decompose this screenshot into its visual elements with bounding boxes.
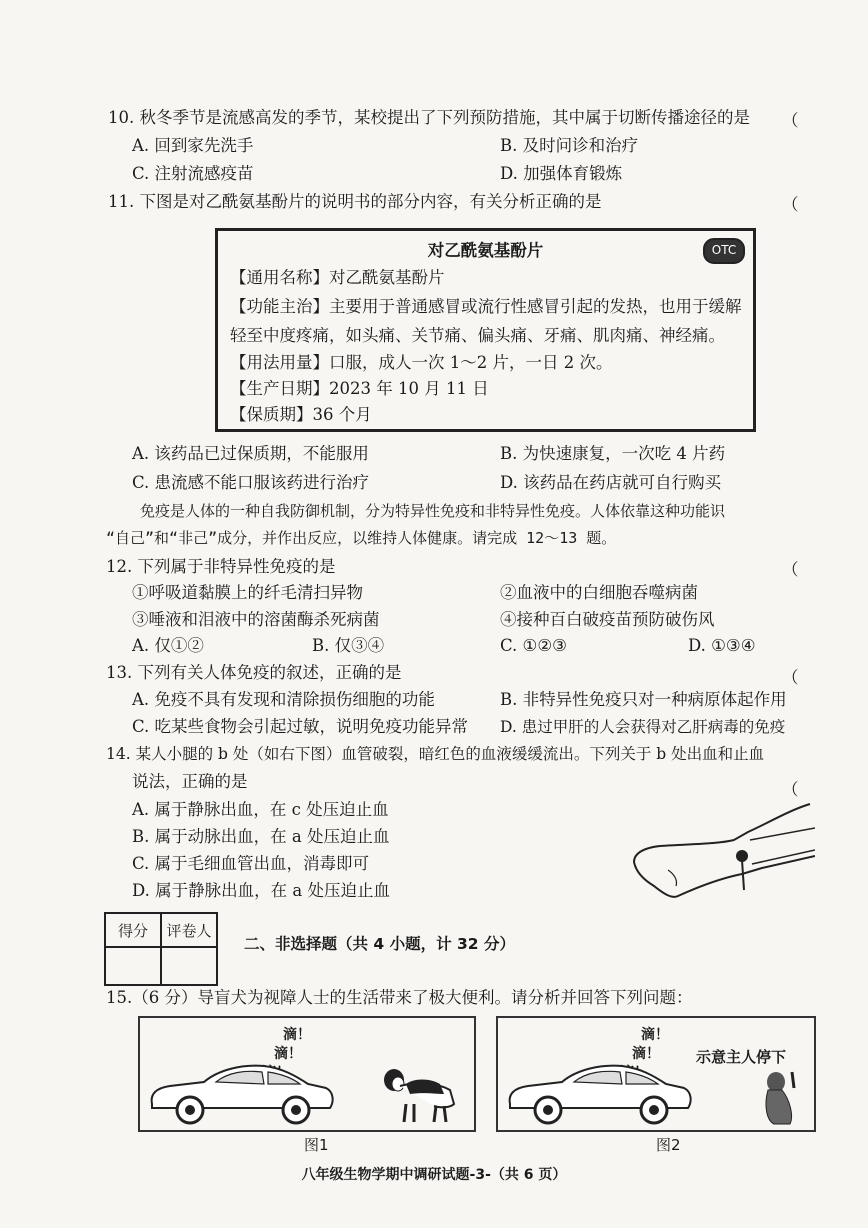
drug-label-box xyxy=(215,228,756,432)
q11-answer-paren: （ xyxy=(782,195,799,214)
q14-stem-line-1: 14. 某人小腿的 b 处（如右下图）血管破裂，暗红色的血液缓缓流出。下列关于 b 处出血和止血 xyxy=(106,745,765,763)
q13-stem: 13. 下列有关人体免疫的叙述，正确的是 xyxy=(106,663,402,682)
q14-option-b: B. 属于动脉出血，在 a 处压迫止血 xyxy=(132,827,390,846)
stop-signal-text: 示意主人停下 xyxy=(696,1048,787,1066)
beep-text-1: 滴！ xyxy=(283,1027,311,1043)
score-cell xyxy=(105,947,161,985)
q12-option-c: C. ①②③ xyxy=(500,636,567,655)
q11-stem: 11. 下图是对乙酰氨基酚片的说明书的部分内容，有关分析正确的是 xyxy=(108,192,602,211)
car-icon xyxy=(146,1060,336,1128)
drug-label-function-1: 【功能主治】主要用于普通感冒或流行性感冒引起的发热，也用于缓解 xyxy=(230,297,742,316)
q10-answer-paren: （ xyxy=(782,111,799,130)
q10-option-a: A. 回到家先洗手 xyxy=(132,136,254,155)
immunity-intro-line-2: “自己”和“非己”成分，并作出反应，以维持人体健康。请完成 12～13 题。 xyxy=(106,529,617,547)
drug-label-date: 【生产日期】2023 年 10 月 11 日 xyxy=(230,379,489,398)
q15-stem: 15.（6 分）导盲犬为视障人士的生活带来了极大便利。请分析并回答下列问题： xyxy=(106,988,693,1007)
figure-2-caption: 图2 xyxy=(656,1136,681,1154)
beep-text-4: 滴！ xyxy=(641,1027,669,1043)
q12-item-2: ②血液中的白细胞吞噬病菌 xyxy=(500,583,698,602)
q14-option-c: C. 属于毛细血管出血，消毒即可 xyxy=(132,854,370,873)
q10-option-c: C. 注射流感疫苗 xyxy=(132,164,254,183)
grader-header: 评卷人 xyxy=(161,913,217,947)
q12-answer-paren: （ xyxy=(782,560,799,579)
q12-stem: 12. 下列属于非特异性免疫的是 xyxy=(106,557,336,576)
q12-item-4: ④接种百白破疫苗预防破伤风 xyxy=(500,610,715,629)
q14-answer-paren: （ xyxy=(782,780,799,799)
q12-option-b: B. 仅③④ xyxy=(312,636,385,655)
sitting-dog-icon xyxy=(760,1070,800,1126)
otc-badge: OTC xyxy=(703,238,745,264)
q14-stem-line-2: 说法，正确的是 xyxy=(132,772,248,791)
q12-option-d: D. ①③④ xyxy=(688,636,756,655)
figure-1-panel xyxy=(138,1016,476,1132)
q11-option-d: D. 该药品在药店就可自行购买 xyxy=(500,473,722,492)
q13-answer-paren: （ xyxy=(782,668,799,687)
grader-cell xyxy=(161,947,217,985)
q11-option-a: A. 该药品已过保质期，不能服用 xyxy=(132,444,369,463)
page-footer: 八年级生物学期中调研试题-3-（共 6 页） xyxy=(301,1167,567,1183)
guide-dog-icon xyxy=(380,1064,460,1126)
q13-option-b: B. 非特异性免疫只对一种病原体起作用 xyxy=(500,690,787,709)
drug-label-dosage: 【用法用量】口服，成人一次 1～2 片，一日 2 次。 xyxy=(230,353,613,372)
q12-item-3: ③唾液和泪液中的溶菌酶杀死病菌 xyxy=(132,610,380,629)
drug-label-title: 对乙酰氨基酚片 xyxy=(427,241,544,260)
section-2-title: 二、非选择题（共 4 小题，计 32 分） xyxy=(244,935,515,953)
figure-2-panel xyxy=(496,1016,816,1132)
drug-label-name: 【通用名称】对乙酰氨基酚片 xyxy=(230,268,445,287)
leg-bleeding-figure xyxy=(630,800,815,905)
beep-text-5: 滴！ xyxy=(632,1046,660,1062)
q13-option-d: D. 患过甲肝的人会获得对乙肝病毒的免疫 xyxy=(500,718,786,736)
drug-label-function-2: 轻至中度疼痛，如头痛、关节痛、偏头痛、牙痛、肌肉痛、神经痛。 xyxy=(230,326,725,345)
q12-item-1: ①呼吸道黏膜上的纤毛清扫异物 xyxy=(132,583,363,602)
q11-option-b: B. 为快速康复，一次吃 4 片药 xyxy=(500,444,726,463)
drug-label-shelf-life: 【保质期】36 个月 xyxy=(230,405,372,424)
immunity-intro-line-1: 免疫是人体的一种自我防御机制，分为特异性免疫和非特异性免疫。人体依靠这种功能识 xyxy=(140,502,726,520)
score-header: 得分 xyxy=(105,913,161,947)
q10-stem: 10. 秋冬季节是流感高发的季节，某校提出了下列预防措施，其中属于切断传播途径的是 xyxy=(108,108,750,127)
q11-option-c: C. 患流感不能口服该药进行治疗 xyxy=(132,473,370,492)
q10-option-d: D. 加强体育锻炼 xyxy=(500,164,623,183)
score-table xyxy=(104,912,218,986)
q13-option-c: C. 吃某些食物会引起过敏，说明免疫功能异常 xyxy=(132,717,469,736)
q10-option-b: B. 及时问诊和治疗 xyxy=(500,136,639,155)
q13-option-a: A. 免疫不具有发现和清除损伤细胞的功能 xyxy=(132,690,435,709)
q14-option-d: D. 属于静脉出血，在 a 处压迫止血 xyxy=(132,881,390,900)
beep-text-2: 滴！ xyxy=(274,1046,302,1062)
car-icon-2 xyxy=(504,1060,694,1128)
q14-option-a: A. 属于静脉出血，在 c 处压迫止血 xyxy=(132,800,389,819)
q12-option-a: A. 仅①② xyxy=(132,636,204,655)
figure-1-caption: 图1 xyxy=(304,1136,329,1154)
